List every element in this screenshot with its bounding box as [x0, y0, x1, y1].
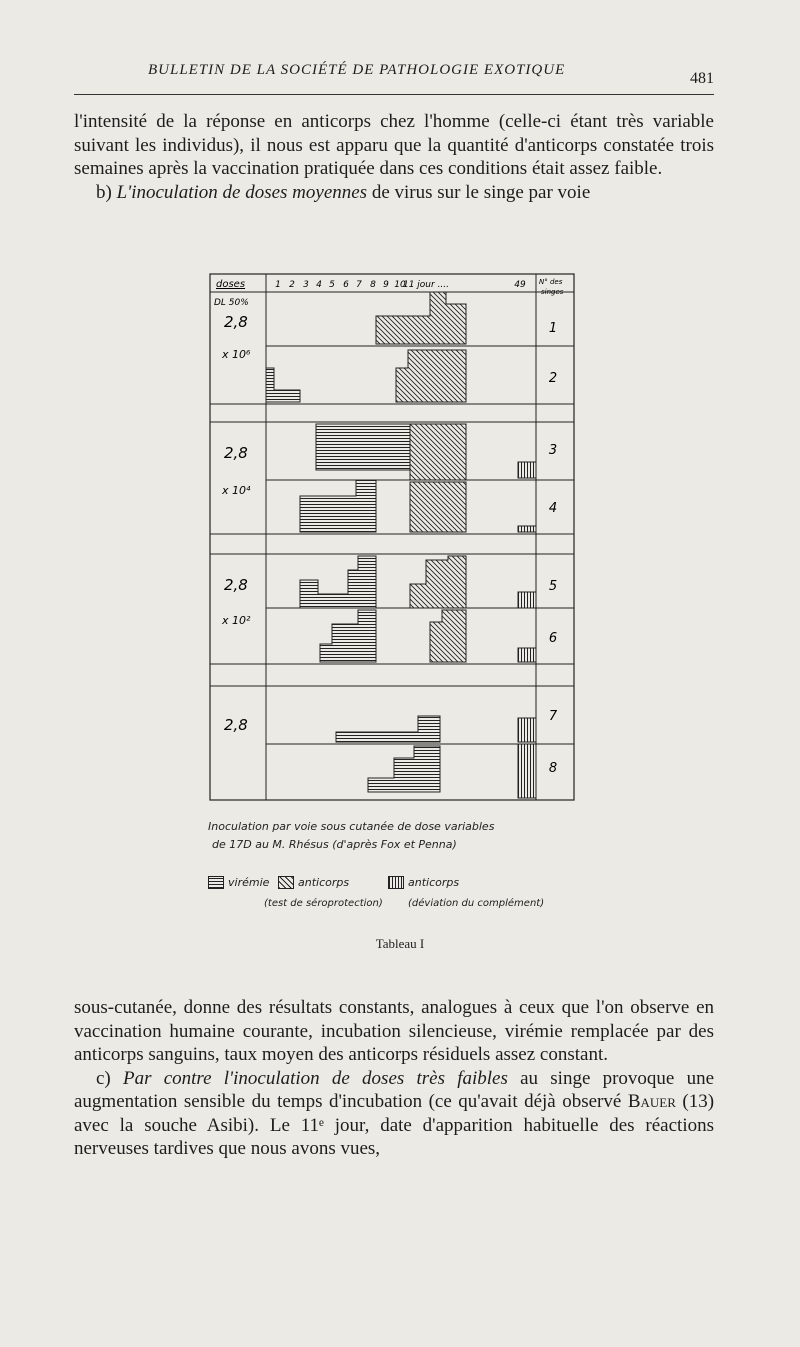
header-rule — [74, 94, 714, 95]
caption-line-2: de 17D au M. Rhésus (d'après Fox et Penna) — [212, 838, 457, 851]
monkey-number-5: 5 — [548, 579, 558, 594]
paragraph-4 — [74, 1067, 714, 1161]
legend-antibody-complement-label: anticorps — [408, 876, 460, 889]
viremia-swatch — [208, 876, 224, 889]
legend-viremia — [208, 876, 269, 889]
antibody-seroprotection-monkey-1 — [376, 292, 466, 344]
legend-note-seroprotection: (test de séroprotection) — [264, 898, 383, 909]
day-label-3: 3 — [303, 280, 309, 290]
running-title: BULLETIN DE LA SOCIÉTÉ DE PATHOLOGIE EXOTIQUE — [148, 62, 566, 78]
antibody-complement-monkey-4 — [518, 526, 536, 532]
day-label-2: 2 — [289, 280, 295, 290]
day-label-5: 5 — [329, 280, 335, 290]
caption-line-1: Inoculation par voie sous cutanée de dose variables — [208, 820, 495, 833]
viremia-area-monkey-3 — [316, 424, 410, 470]
legend-antibody-seroprotection-label: anticorps — [298, 876, 350, 889]
day-label-9: 9 — [383, 280, 389, 290]
dose-exponent-2: x 10⁴ — [222, 484, 251, 497]
dose-value-3: 2,8 — [224, 576, 248, 594]
antibody-seroprotection-monkey-6 — [430, 610, 466, 662]
paragraph-2-label: b) — [96, 181, 112, 203]
legend-note-complement: (déviation du complément) — [408, 898, 545, 909]
monkey-number-6: 6 — [548, 631, 558, 646]
monkey-number-4: 4 — [548, 501, 558, 516]
dose-value-1: 2,8 — [224, 313, 248, 331]
day-label-6: 6 — [343, 280, 349, 290]
antibody-complement-swatch — [388, 876, 404, 889]
monkey-number-8: 8 — [548, 761, 558, 776]
viremia-area-monkey-2 — [266, 368, 300, 402]
monkey-number-1: 1 — [548, 321, 558, 336]
page-number: 481 — [690, 70, 714, 87]
header-monkeys-label: N° des singes — [539, 278, 564, 296]
monkey-number-7: 7 — [548, 709, 558, 724]
tableau-chart — [208, 272, 578, 802]
day-label-12: 49 — [514, 280, 526, 290]
paragraph-bottom — [74, 996, 714, 1161]
day-label-1: 1 — [275, 280, 281, 290]
paragraph-4-italic: Par contre l'inoculation de doses très faibles — [123, 1067, 508, 1089]
viremia-area-monkey-5 — [300, 556, 376, 608]
viremia-area-monkey-8 — [368, 746, 440, 792]
dose-exponent-3: x 10² — [222, 614, 251, 627]
figure-tableau-1 — [208, 272, 578, 802]
dose-unit-label: DL 50% — [214, 298, 249, 308]
paragraph-1: l'intensité de la réponse en anticorps chez l'homme (celle-ci étant très variable suivant les individus), il nous est apparu que la quantité d'anticorps constatée trois semaines après la vaccination pratiquée dans ces conditions était assez faible. — [74, 111, 714, 179]
day-label-10: 10 — [394, 280, 406, 290]
paragraph-4-author: Bauer — [627, 1091, 676, 1112]
paragraph-4-label: c) — [96, 1067, 111, 1089]
paragraph-2 — [74, 181, 714, 205]
paragraph-4-rest-1: au singe provoque une augmentation sensible du temps d'incubation (ce qu'avait déjà observé — [74, 1067, 715, 1112]
antibody-complement-monkey-3 — [518, 462, 536, 478]
paragraph-top — [74, 110, 714, 204]
monkey-number-3: 3 — [548, 443, 558, 458]
paragraph-3: sous-cutanée, donne des résultats constants, analogues à ceux que l'on observe en vaccination humaine courante, incubation silencieuse, virémie remplacée par des anticorps sanguins, taux moyen des anticorps résiduels assez constant. — [74, 997, 714, 1065]
viremia-area-monkey-4 — [300, 480, 376, 532]
figure-handwritten-caption — [208, 818, 578, 854]
figure-title: Tableau I — [375, 936, 425, 951]
day-label-11: 11 jour .... — [402, 280, 450, 290]
paragraph-2-rest: de virus sur le singe par voie — [371, 181, 591, 203]
day-label-7: 7 — [356, 280, 362, 290]
legend-viremia-label: virémie — [228, 876, 270, 889]
monkey-number-2: 2 — [548, 371, 558, 386]
dose-value-2: 2,8 — [224, 444, 248, 462]
antibody-seroprotection-monkey-3 — [410, 424, 466, 480]
legend-antibody-seroprotection — [278, 876, 349, 889]
legend-antibody-complement — [388, 876, 459, 889]
paragraph-2-italic: L'inoculation de doses moyennes — [116, 181, 368, 203]
antibody-seroprotection-swatch — [278, 876, 294, 889]
dose-value-4: 2,8 — [224, 716, 248, 734]
header-doses-label: doses — [216, 279, 246, 290]
viremia-area-monkey-6 — [320, 610, 376, 662]
antibody-complement-monkey-5 — [518, 592, 536, 608]
paragraph-4-rest-2: (13) avec la souche Asibi). Le 11ᵉ jour, date d'apparition habituelle des réactions nerveuses tardives que nous avons vues, — [74, 1091, 715, 1159]
dose-exponent-1: x 10⁶ — [222, 348, 251, 361]
antibody-complement-monkey-6 — [518, 648, 536, 662]
antibody-seroprotection-monkey-4 — [410, 482, 466, 532]
viremia-area-monkey-7 — [336, 716, 440, 742]
day-label-4: 4 — [316, 280, 322, 290]
antibody-complement-monkey-8 — [518, 744, 536, 798]
day-label-8: 8 — [370, 280, 376, 290]
antibody-seroprotection-monkey-5 — [410, 556, 466, 608]
antibody-seroprotection-monkey-2 — [396, 350, 466, 402]
antibody-complement-monkey-7 — [518, 718, 536, 742]
